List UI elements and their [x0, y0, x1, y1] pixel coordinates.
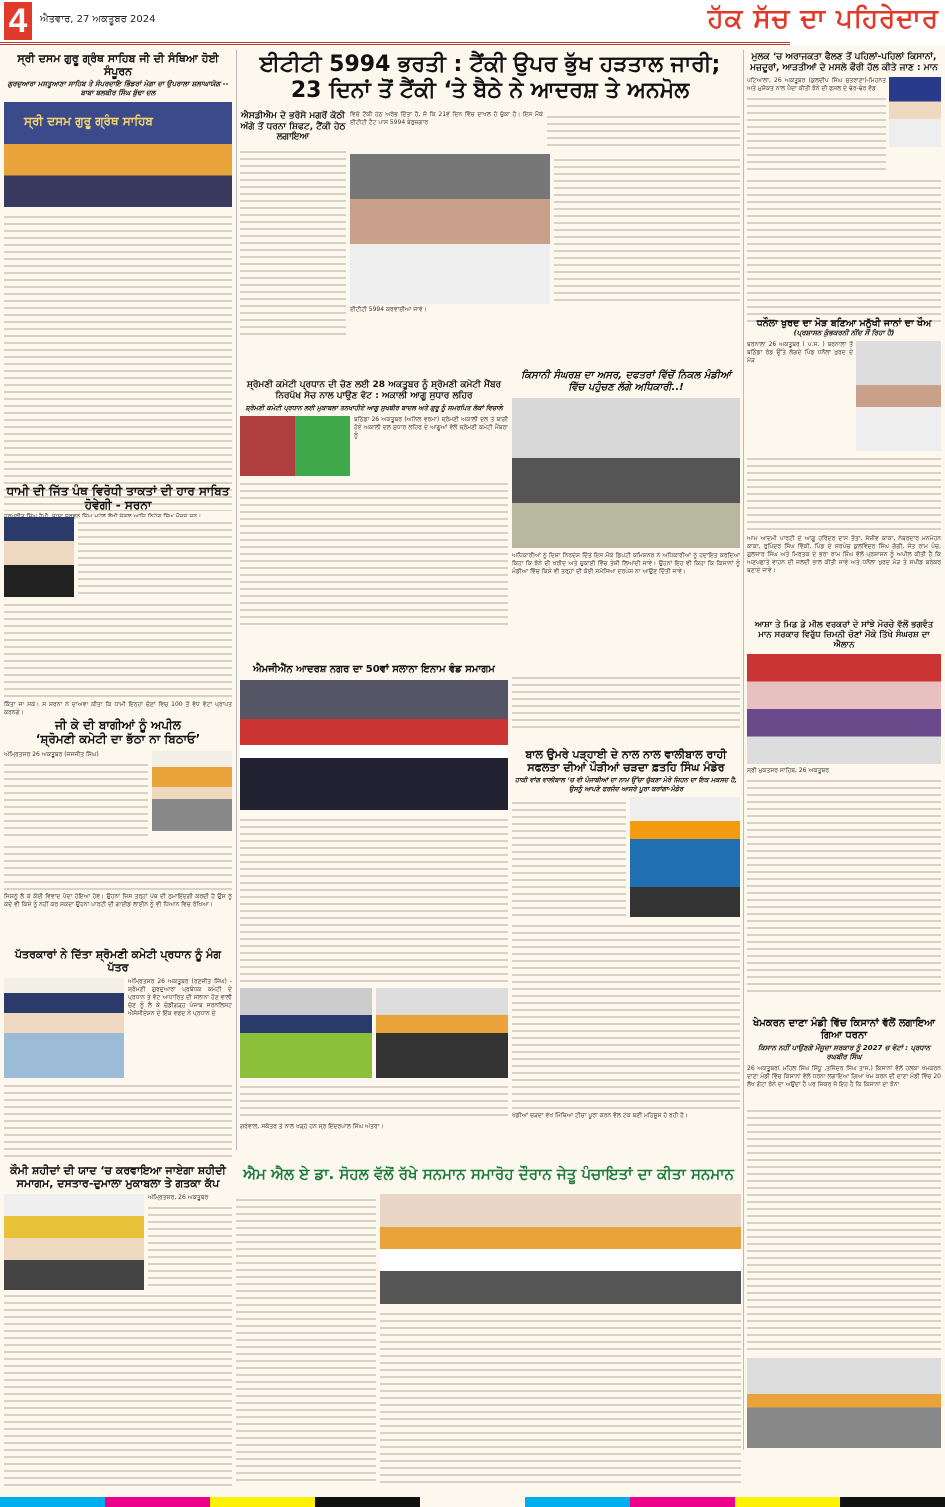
- article-sohal: [236, 1194, 741, 1484]
- dateline: ਬਰਨਾਲਾ 26 ਅਕਤੂਬਰ ( ਪ.ਸ. ) ਬਰਨਾਲਾ ਤੋਂ ਬਠਿੰਡਾ ਰੋਡ ਉੱਤੇ ਲੱਗਦੇ ਪਿੰਡ ਧਨੌਲਾ ਖੁਰਦ ਦੇ ਮੋੜ: [747, 341, 853, 365]
- newspaper-logo: ਹੱਕ ਸੱਚ ਦਾ ਪਹਿਰੇਦਾਰ: [707, 4, 939, 34]
- dateline: ਅੰਮ੍ਰਿਤਸਰ, 26 ਅਕਤੂਬਰ: [148, 1194, 209, 1202]
- article-patarkar: [4, 948, 232, 1160]
- subhead: ਐਸਡੀਐਮ ਦੇ ਭਰੋਸੇ ਮਗਰੋਂ ਕੋਠੀ ਅੱਗੇ ਤੋਂ ਧਰਨਾ ਸ਼ਿਫਟ, ਟੈਂਕੀ ਹੇਠ ਲਗਾਇਆ: [240, 110, 346, 143]
- subhead: ਹਾਕੀ ਵਾਂਗ ਵਾਲੀਬਾਲ ‘ਚ ਵੀ ਪੰਜਾਬੀਆਂ ਦਾ ਨਾਮ ਉੱਚਾ ਚੁੱਕਣਾ ਮੇਰੇ ਜਿਹਨ ਦਾ ਇਕ ਮਕਸਦ ਹੈ, ਉਸਨੂੰ ਆਪਣੇ ਫਰਜੰਦ ਆਸਰੇ ਪੂਰਾ ਕਰਾਂਗਾ-ਮੰਡੇਰ: [515, 776, 737, 793]
- photo-panchayat-honor: [380, 1194, 741, 1304]
- article-body-end: ਖੇਡੀਆਂ ਚੜਦਾ ਵੇਖ ਮਿੱਥਿਆ ਟੀਚਾ ਪੂਰਾ ਕਰਨ ਵੱਲ ਟੇਕ ਬਣੀ ਮਹਿਸੂਸ ਹੋ ਰਹੀ ਹੈ।: [512, 1111, 688, 1119]
- article-body-end: ਜਿਸਨੂੰ ਲੈ ਕੇ ਕੋਈ ਵਿਵਾਦ ਪੈਦਾ ਹੋਇਆ ਹੋਵੇ। ਉਹਨਾਂ ਜਿਸ ਤਰ੍ਹਾਂ ਪੰਥ ਦੀ ਨੁਮਾਇੰਦਗੀ ਕਰਦੀ ਹੈ ਉਸ ਨੂੰ ਕਦੇ ਵੀ ਕਿਸੇ ਨੂੰ ਨਹੀਂ ਕਰ ਸਕਦਾ ਉਹਨਾ ਪਾਰਟੀ ਦੀ ਗਾਈਡ ਲਾਈਨ ਨੂੰ ਵੀ ਧਿਆਨ ਵਿਚ ਰੱਖਿਆ।: [4, 892, 232, 908]
- article-body: [4, 841, 232, 891]
- article-body-end: ਈਟੀਟੀ 5994 ਕਰਵਾਈਆ ਜਾਵੇ।: [350, 305, 427, 313]
- subhead: ਸ਼੍ਰੋਮਣੀ ਕਮੇਟੀ ਪ੍ਰਧਾਨ ਲਈ ਮੁਕਾਬਲਾ ਤਨਖਾਹੀਏ ਆਗੂ ਸੁਖਬੀਰ ਬਾਦਲ ਅਤੇ ਗੁਰੂ ਨੂੰ ਸਮਰਪਿਤ ਲੋਕਾਂ ਵਿਚਾਲੇ: [245, 403, 503, 412]
- article-body: [747, 175, 941, 325]
- photo-sarna: [4, 517, 74, 597]
- photo-sikh-gathering: [4, 102, 232, 207]
- article-body: [512, 797, 626, 917]
- article-body: [747, 775, 941, 995]
- article-body-end: ਆਮ ਆਦਮੀ ਪਾਰਟੀ ਦੇ ਆਗੂ ਹਰਿੰਦਰ ਦਾਸ ਤੋਤਾ, ਸੰਜੀਵ ਕਾਕਾ, ਨੰਬਰਦਾਰ ਮਨਮੋਹਨ ਕਾਕਾ, ਰੁਪਿੰਦਰ ਸਿੰਘ ਵਿੱਕੀ, ਪਿੰਡ ਦੇ ਸਰਪੰਚ ਕੁਲਵਿੰਦਰ ਸਿੰਘ ਗੋਗੀ, ਜੰਤ ਰਾਮ ਪੰਚ, ਗੁਲਜਾਰ ਸਿੰਘ ਅਤੇ ਮਿਰਤਕ ਦੇ ਭਰਾ ਰਾਮ ਸਿੰਘ ਵੱਲੋਂ ਪ੍ਰਸ਼ਾਸਨ ਨੂੰ ਅਪੀਲ ਕੀਤੀ ਹੈ ਕਿ ਅਣਪਛਾਤੇ ਵਾਹਨ ਦੀ ਜਲਦੀ ਭਾਲ ਕੀਤੀ ਜਾਵੇ ਅਤੇ ਧਨੌਲਾ ਖੁਰਦ ਮੋੜ ਤੇ ਸਪੀਡ ਬਰੇਕਰ ਬਣਾਏ ਜਾਵੇ।: [747, 535, 941, 575]
- article-body: [148, 1202, 232, 1302]
- article-body: [4, 1080, 232, 1160]
- article-body-end: ਕਿੱਤਾ ਜਾ ਸਕੇ। ਸ ਸਰਨਾ ਨੇ ਦਾਅਵਾ ਕੀਤਾ ਕਿ ਧਾਮੀ ਇਨ੍ਹਾਂ ਚੋਣਾਂ ਵਿਚ 100 ਤੋਂ ਵੱਧ ਵੋਟਾਂ ਪ੍ਰਾਪਤ ਕਰਨਗੇ।: [4, 700, 232, 716]
- photo-hunger-strike: [350, 154, 550, 304]
- column-divider: [743, 50, 744, 1450]
- article-body: [240, 146, 346, 336]
- masthead-rule: [0, 42, 790, 45]
- dateline: ਪਟਿਆਲਾ, 26 ਅਕਤੂਬਰ (ਕੁਲਦੀਪ ਸਿੰਘ ਸੁਤਰਾਣਾ)-ਮਿਹਨਤ ਅਤੇ ਮੁਸ਼ੱਕਤ ਨਾਲ ਪੈਦਾ ਕੀਤੀ ਝੋਨੇ ਦੀ ਫਸਲ ਦੇ ਢੇਰ-ਢੇਰ ਵੱਡ: [747, 76, 886, 92]
- headline: ਜੀ ਕੇ ਦੀ ਬਾਗੀਆਂ ਨੂੰ ਅਪੀਲ: [55, 718, 181, 732]
- headline: ਕਿਸਾਨੀ ਸੰਘਰਸ਼ ਦਾ ਅਸਰ, ਦਫਤਰਾਂ ਵਿੱਚੋਂ ਨਿਕਲ ਮੰਡੀਆਂ ਵਿੱਚ ਪਹੁੰਚਣ ਲੱਗੇ ਅਧਿਕਾਰੀ..!: [521, 370, 731, 393]
- photo-event-guests: [240, 988, 372, 1078]
- photo-prize-distribution: [240, 680, 508, 810]
- article-body: [240, 814, 508, 984]
- article-ett: [240, 52, 740, 336]
- article-akali: [240, 380, 508, 628]
- dateline: ਅੰਮ੍ਰਿਤਸਰ 26 ਅਕਤੂਬਰ (ਰਣਜੀਤ ਸਿੰਘ) - ਸ਼੍ਰੋਮਣੀ ਗੁਰਦੁਆਰਾ ਪ੍ਰਬੰਧਕ ਕਮੇਟੀ ਦੇ ਪ੍ਰਧਾਨ ਤੇ ਵੋਟ ਆਧਾਰਿਤ ਦੀ ਸਲਾਨਾ ਹੋਣ ਵਾਲੀ ਚੋਣ ਨੂੰ ਲੈ ਕੇ ਚੰਡੀਗੜ੍ਹ ਪੰਜਾਬ ਜਰਨਲਿਸਟ ਐਸੋਸੀਏਸ਼ਨ ਦੇ ਇੱਕ ਵਫਦ ਨੇ ਪ੍ਰਧਾਨ ਦੇ: [128, 978, 232, 1018]
- article-body: ਵਿਚੋ ਟੈਂਕੀ ਹੇਠ ਅਰੰਭ ਦਿੱਤਾ ਹੈ, ਜੋ ਕਿ 21ਵੇਂ ਦਿਨ ਵਿੱਚ ਦਾਖਲ ਹੋ ਚੁੱਕਾ ਹੈ। ਇਸ ਮੌਕੇ ਈਟੀਟੀ ਟੈਟ ਪਾਸ 5994 ਬੇਰੁਜ਼ਗਾਰ: [350, 110, 543, 126]
- photo-officials-mandi: [512, 398, 740, 548]
- article-body: ਅਧਿਕਾਰੀਆਂ ਨੂੰ ਦਿਸ਼ਾ ਨਿਰਦੇਸ਼ ਦਿੱਤੇ ਇਸ ਮੌਕੇ ਡਿਪਟੀ ਕਮਿਸ਼ਨਰ ਨੇ ਅਧਿਕਾਰੀਆਂ ਨੂੰ ਹਦਾਇਤ ਕਰਦਿਆ ਕਿਹਾ ਕਿ ਝੋਨੇ ਦੀ ਖਰੀਦ ਅਤੇ ਚੁਕਾਈ ਵਿੱਚ ਤੇਜ਼ੀ ਲਿਆਂਦੀ ਜਾਵੇ। ਉਹਨਾਂ ਇਹ ਵੀ ਕਿਹਾ ਕਿ ਕਿਸਾਨਾਂ ਨੂੰ ਮੰਡੀਆ ਵਿੱਚ ਕਿਸੇ ਵੀ ਤਰ੍ਹਾਂ ਦੀ ਕੋਈ ਸਮੱਸਿਆ ਦਰਪੇਸ਼ ਨਾ ਆਉਣ ਦਿੱਤੀ ਜਾਵੇ।: [512, 552, 740, 575]
- photo-journalists: [4, 978, 124, 1078]
- headline: ਸ਼੍ਰੋਮਣੀ ਕਮੇਟੀ ਪ੍ਰਧਾਨ ਦੀ ਚੋਣ ਲਈ 28 ਅਕਤੂਬਰ ਨੂੰ ਸ਼੍ਰੋਮਣੀ ਕਮੇਟੀ ਮੈਂਬਰ ਨਿਰਪੱਖ ਸੋਚ ਨਾਲ ਪਾਉਣ ਵੋਟ : ਅਕਾਲੀ ਆਗੂ ਸੁਧਾਰ ਲਹਿਰ: [246, 380, 502, 401]
- article-body: [747, 453, 941, 533]
- article-khemkaran: [747, 1018, 941, 1448]
- photo-asha-protest: [747, 654, 941, 764]
- photo-event-stage: [376, 988, 508, 1078]
- subhead: ਗੁਰਦੁਆਰਾ ਮਸਤੂਆਣਾ ਸਾਹਿਬ ਤੇ ਸੰਪਰਦਾਇ ਭਿੰਡਰਾਂ ਮੋਗਾ ਦਾ ਉਪਰਾਲਾ ਸ਼ਲਾਘਾਯੋਗ -- ਬਾਬਾ ਬਲਬੀਰ ਸਿੰਘ ਬੁੱਢਾ ਦਲ: [7, 80, 229, 98]
- article-gk: [4, 718, 232, 909]
- dateline: ਅੰਮ੍ਰਿਤਸਰ 26 ਅਕਤੂਬਰ (ਜਸਜੀਤ ਸਿੰਘ): [4, 750, 99, 758]
- article-body-end: ਗਰੇਵਾਲ, ਸਕੱਤਰ ਤੇ ਨਾਲ ਖੜ੍ਹੇ ਹਨ ਸ੍ਰ ਇੰਦਰਪਾਲ ਸਿੰਘ ਅੰਤਰਾ।: [240, 1123, 384, 1130]
- headline: ਮੁਲਕ ‘ਚ ਅਰਾਜਕਤਾ ਫੈਲਣ ਤੋਂ ਪਹਿਲਾਂ-ਪਹਿਲਾਂ ਕਿਸਾਨਾਂ, ਮਜ਼ਦੂਰਾਂ, ਆੜਤੀਆਂ ਦੇ ਮਸਲੇ ਫੌਰੀ ਹੱਲ ਕੀਤੇ ਜਾਣ : ਮਾਨ: [750, 52, 938, 73]
- photo-akali-leaders: [240, 416, 350, 476]
- headline: ਧਾਮੀ ਦੀ ਜਿੱਤ ਪੰਥ ਵਿਰੋਧੀ ਤਾਕਤਾਂ ਦੀ ਹਾਰ ਸਾਬਿਤ ਹੋਵੇਗੀ - ਸਰਨਾ: [6, 484, 230, 513]
- article-asha: [747, 620, 941, 995]
- photo-banner-text: ਸ੍ਰੀ ਦਸਮ ਗੁਰੂ ਗ੍ਰੰਥ ਸਾਹਿਬ: [24, 113, 153, 128]
- headline: ਬਾਲ ਉਮਰੇ ਪੜ੍ਹਾਈ ਦੇ ਨਾਲ ਨਾਲ ਵਾਲੀਬਾਲ ਰਾਹੀ ਸਫਲਤਾ ਦੀਆਂ ਪੌੜੀਆਂ ਚੜਦਾ ਫ਼ਤਹਿ ਸਿੰਘ ਮੰਡੇਰ: [525, 748, 727, 775]
- subhead: (ਪ੍ਰਸ਼ਾਸਨ ਕੁੰਭਕਰਨੀ ਨੀਂਦ ਸੌਂ ਰਿਹਾ ਹੈ): [793, 329, 895, 338]
- dateline: ਸ੍ਰੀ ਮੁਕਤਸਰ ਸਾਹਿਬ, 26 ਅਕਤੂਬਰ: [747, 766, 829, 774]
- headline: ਐਮਜੀਐੱਨ ਆਦਰਸ਼ ਨਗਰ ਦਾ 50ਵਾਂ ਸਲਾਨਾ ਇਨਾਮ ਵੰਡ ਸਮਾਗਮ: [253, 664, 495, 675]
- article-dhanaula: [747, 318, 941, 585]
- issue-date: ਐਤਵਾਰ, 27 ਅਕਤੂਬਰ 2024: [40, 14, 156, 25]
- article-body: [240, 478, 508, 628]
- article-body: [380, 1308, 741, 1484]
- headline: ਸ੍ਰੀ ਦਸਮ ਗੁਰੂ ਗ੍ਰੰਥ ਸਾਹਿਬ ਜੀ ਦੀ ਸੰਥਿਆ ਹੋਈ ਸੰਪੂਰਨ: [17, 52, 219, 79]
- column-divider: [236, 50, 237, 1150]
- headline: ਆਸ਼ਾ ਤੇ ਮਿਡ ਡੇ ਮੀਲ ਵਰਕਰਾਂ ਦੇ ਸਾਂਝੇ ਮੋਰਚੇ ਵੱਲੋਂ ਭਗਵੰਤ ਮਾਨ ਸਰਕਾਰ ਵਿਰੁੱਧ ਜ਼ਿਮਨੀ ਚੋਣਾਂ ਮੌਕੇ ਤਿੱਖੇ ਸੰਘਰਸ਼ ਦਾ ਐਲਾਨ: [754, 620, 934, 651]
- headline-line2: 23 ਦਿਨਾਂ ਤੋਂ ਟੈਂਕੀ ‘ਤੇ ਬੈਠੇ ਨੇ ਆਦਰਸ਼ ਤੇ ਅਨਮੋਲ: [290, 78, 690, 104]
- article-mann: [747, 52, 941, 325]
- article-body: [512, 672, 740, 732]
- dateline: ਬਠਿੰਡਾ 26 ਅਕਤੂਬਰ (ਅਨਿਲ ਵਰਮਾ) ਸ਼੍ਰੋਮਣੀ ਅਕਾਲੀ ਦਲ ਤੇ ਬਾਗੀ ਹੋਏ ਅਕਾਲੀ ਦਲ ਸੁਧਾਰ ਲਹਿਰ ਦੇ ਆਗੂਆਂ ਵੱਲੋਂ ਸ਼੍ਰੋਮਣੀ ਕਮੇਟੀ ਮੈਂਬਰਾ ਨੂੰ: [354, 415, 508, 439]
- article-kaumi: [4, 1164, 232, 1304]
- article-dhami: [4, 484, 232, 717]
- article-body: [4, 1290, 232, 1490]
- headline-quote: ‘ਸ਼੍ਰੋਮਣੀ ਕਮੇਟੀ ਦਾ ਭੱਠਾ ਨਾ ਬਿਠਾਓ’: [35, 732, 201, 747]
- photo-shaheedi-samagam: [4, 1194, 144, 1304]
- headline: ਐਮ ਐਲ ਏ ਡਾ. ਸੋਹਲ ਵੱਲੋਂ ਰੱਖੇ ਸਨਮਾਨ ਸਮਾਰੋਹ ਦੌਰਾਨ ਜੇਤੂ ਪੰਚਾਇਤਾਂ ਦਾ ਕੀਤਾ ਸਨਮਾਨ: [243, 1165, 734, 1183]
- article-body: [78, 517, 232, 597]
- headline: ਖੇਮਕਰਨ ਦਾਣਾ ਮੰਡੀ ਵਿੱਚ ਕਿਸਾਨਾਂ ਵੱਲੋਂ ਲਗਾਇਆ ਗਿਆ ਧਰਨਾ: [752, 1018, 936, 1041]
- photo-gk: [152, 751, 232, 831]
- article-kisan-sangharsh: [512, 370, 740, 732]
- photo-khemkaran-protest: [747, 1358, 941, 1448]
- photo-mann: [889, 77, 941, 147]
- dateline: 26 ਅਕਤੂਬਰ( ਮਹਿਲ ਸਿੰਘ ਸਿੱਧੂ ,ਤਜਿੰਦਰ ਸਿੰਘ ਤਾਜ,) ਕਿਸਾਨਾਂ ਵੱਲੋਂ ਹਲਕਾ ਖੇਮਕਰਨ ਦਾਣਾ ਮੰਡੀ ਵਿੱਚ ਕਿਸਾਨਾਂ ਵੱਲੋਂ ਧਰਨਾ ਲਗਾਇਆ ਗਿਆ ਖੇਮ ਕਰਨ ਦੀ ਦਾਣਾ ਮੰਡੀ ਵਿੱਚ 20 ਲੱਖ ਗੱਟਾ ਝੋਨੇ ਦਾ ਅਉਂਦਾ ਹੈ ਪਰ ਜਿਕਰ ਜੋ ਇਹ ਹੈ ਕਿ ਕਿਸਾਨਾਂ ਦਾ ਝੋਨਾ: [747, 1064, 941, 1088]
- headline: ਕੌਮੀ ਸ਼ਹੀਦਾਂ ਦੀ ਯਾਦ ‘ਚ ਕਰਵਾਇਆ ਜਾਏਗਾ ਸ਼ਹੀਦੀ ਸਮਾਗਮ, ਦਸਤਾਰ-ਦੁਮਾਲਾ ਮੁਕਾਬਲਾ ਤੇ ਗਤਕਾ ਕੱਪ: [10, 1164, 226, 1191]
- masthead: [0, 0, 945, 46]
- headline: ਧਨੌਲਾ ਖੁਰਦ ਦਾ ਮੋੜ ਬਣਿਆ ਮਨੁੱਖੀ ਜਾਨਾਂ ਦਾ ਖੌਅ: [756, 318, 932, 329]
- headline-line1: ਈਟੀਟੀ 5994 ਭਰਤੀ : ਟੈਂਕੀ ਉਪਰ ਭੁੱਖ ਹੜਤਾਲ ਜਾਰੀ;: [259, 52, 721, 77]
- print-color-bar: [0, 1497, 945, 1507]
- photo-fateh-singh: [630, 797, 740, 917]
- page-number: 4: [4, 2, 32, 40]
- article-sohal-headline-bar: [236, 1158, 741, 1190]
- article-body: [547, 111, 740, 151]
- article-body: [4, 211, 232, 511]
- headline: ਪੱਤਰਕਾਰਾਂ ਨੇ ਦਿੱਤਾ ਸ਼੍ਰੋਮਣੀ ਕਮੇਟੀ ਪ੍ਰਧਾਨ ਨੂੰ ਮੰਗ ਪੱਤਰ: [14, 948, 222, 975]
- article-body: [512, 920, 740, 1110]
- article-body: [747, 1105, 941, 1355]
- article-samagam: [240, 664, 508, 1131]
- article-body: [554, 154, 740, 304]
- article-body: [4, 599, 232, 699]
- article-body: [4, 759, 148, 839]
- article-body: [747, 93, 886, 173]
- article-dasam-granth: [4, 52, 232, 521]
- photo-accident-victim: [856, 341, 941, 451]
- article-fateh: [512, 748, 740, 1120]
- subhead: ਕਿਸਾਨ ਨਹੀਂ ਪਾਉਣਗੇ ਮੌਜੂਦਾ ਸਰਕਾਰ ਨੂੰ 2027 ਚ ਵੋਟਾਂ : ਪ੍ਰਧਾਨ ਰਘਬੀਰ ਸਿੰਘ: [757, 1044, 931, 1061]
- article-body: [236, 1194, 376, 1484]
- article-body: [240, 1081, 508, 1121]
